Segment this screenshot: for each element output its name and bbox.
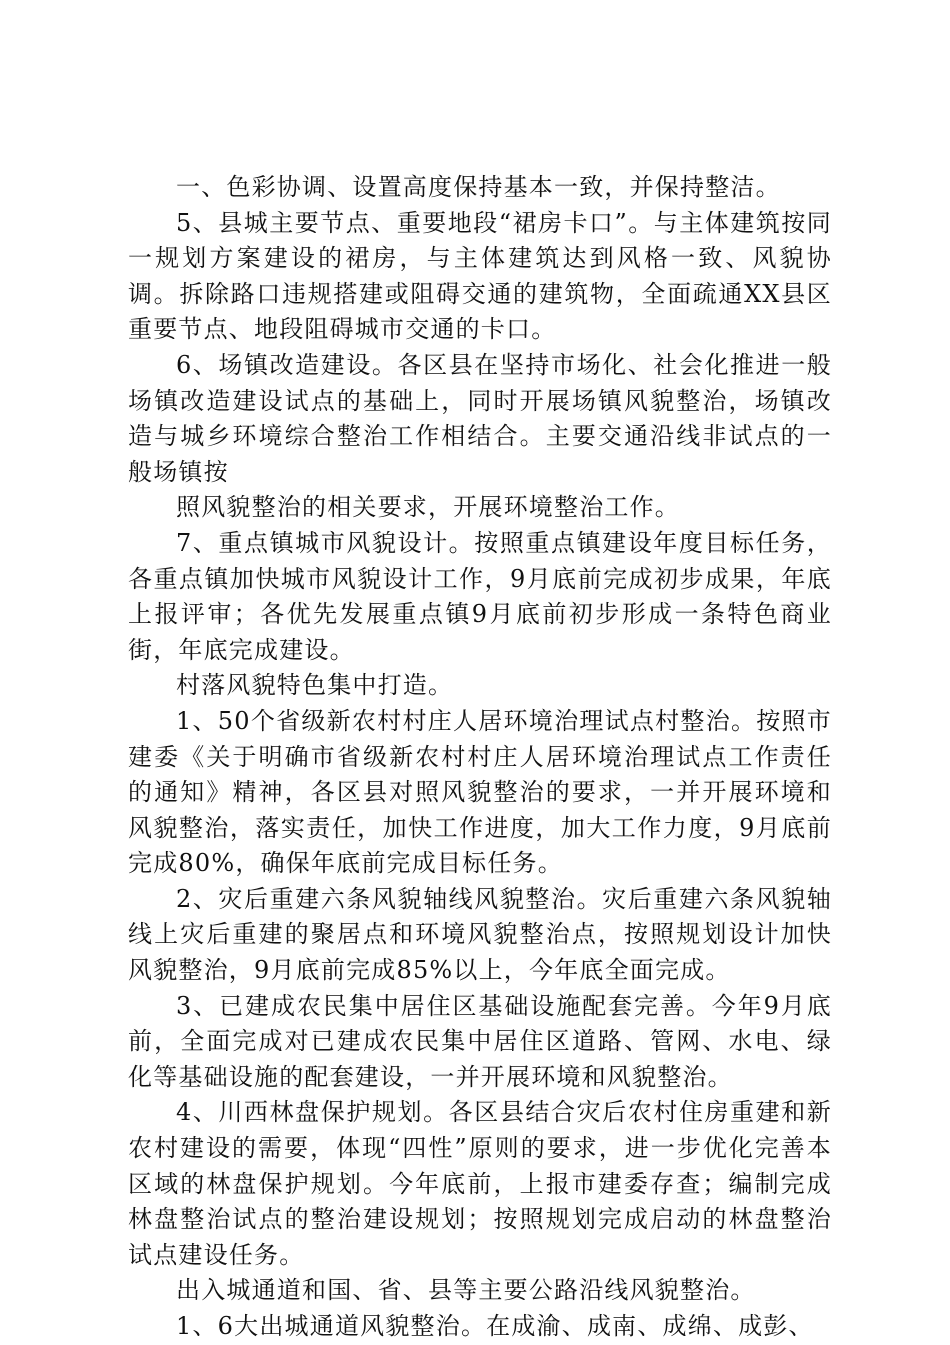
document-body: [128, 170, 832, 1345]
paragraph-town-renovation: 6、场镇改造建设。各区县在坚持市场化、社会化推进一般场镇改造建设试点的基础上，同时开展场镇风貌整治，场镇改造与城乡环境综合整治工作相结合。主要交通沿线非试点的一般场镇按: [128, 350, 832, 486]
paragraph-reconstruction-axes: 2、灾后重建六条风貌轴线风貌整治。灾后重建六条风貌轴线上灾后重建的聚居点和环境风貌整治点，按照规划设计加快风貌整治，9月底前完成85%以上，今年底全面完成。: [128, 884, 832, 985]
paragraph-linpan-protection: 4、川西林盘保护规划。各区县结合灾后农村住房重建和新农村建设的需要，体现“四性”原则的要求，进一步优化完善本区域的林盘保护规划。今年底前，上报市建委存查；编制完成林盘整治试点的整治建设规划；按照规划完成启动的林盘整治试点建设任务。: [128, 1098, 832, 1269]
paragraph-village-pilot: 1、50个省级新农村村庄人居环境治理试点村整治。按照市建委《关于明确市省级新农村村庄人居环境治理试点工作责任的通知》精神，各区县对照风貌整治的要求，一并开展环境和风貌整治，落实责任，加快工作进度，加大工作力度，9月底前完成80%，确保年底前完成目标任务。: [128, 706, 832, 878]
paragraph-residential-infrastructure: 3、已建成农民集中居住区基础设施配套完善。今年9月底前，全面完成对已建成农民集中居住区道路、管网、水电、绿化等基础设施的配套建设，一并开展环境和风貌整治。: [128, 991, 832, 1091]
section-heading-village-style: 村落风貌特色集中打造。: [176, 671, 454, 700]
paragraph-podium-checkpoints: 5、县城主要节点、重要地段“裙房卡口”。与主体建筑按同一规划方案建设的裙房，与主体建筑达到风格一致、风貌协调。拆除路口违规搭建或阻碍交通的建筑物，全面疏通XX县区重要节点、地段阻碍城市交通的卡口。: [128, 208, 832, 344]
section-heading-road-corridors: 出入城通道和国、省、县等主要公路沿线风貌整治。: [176, 1276, 756, 1305]
paragraph-color-coordination: 一、色彩协调、设置高度保持基本一致，并保持整洁。: [176, 173, 781, 201]
paragraph-key-town-design: 7、重点镇城市风貌设计。按照重点镇建设年度目标任务，各重点镇加快城市风貌设计工作，9月底前完成初步成果，年底上报评审；各优先发展重点镇9月底前初步形成一条特色商业街，年底完成建设。: [128, 528, 832, 664]
paragraph-exit-corridors: 1、6大出城通道风貌整治。在成渝、成南、成绵、成彭、: [176, 1312, 814, 1340]
paragraph-town-renovation-continued: 照风貌整治的相关要求，开展环境整治工作。: [176, 493, 680, 522]
